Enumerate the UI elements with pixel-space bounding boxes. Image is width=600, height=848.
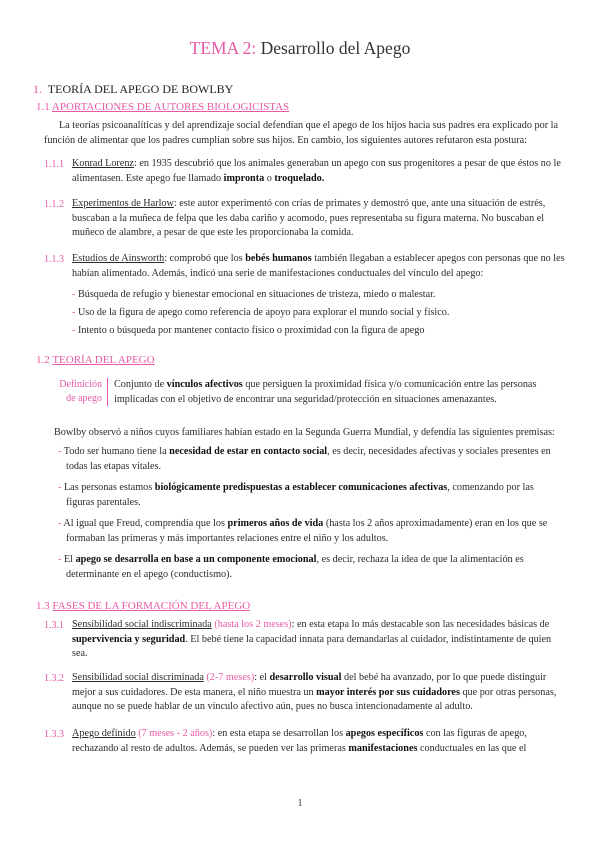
subsection-1-3-title: FASES DE LA FORMACIÓN DEL APEGO — [52, 600, 251, 612]
premise-t2: , comenzando por las figuras parentales. — [66, 482, 534, 508]
subsection-1-2-number: 1.2 — [36, 354, 50, 366]
phase-2-t2: del bebé ha avanzado, por lo que puede distinguir mejor a sus cuidadores. De esta manera, el niño muestra un — [72, 672, 547, 698]
phase-1-number: 1.3.1 — [44, 620, 64, 631]
premise-b1: apego se desarrolla en base a un componente emocional — [75, 554, 317, 565]
definition-text — [114, 378, 566, 407]
phase-2-b1: desarrollo visual — [269, 672, 342, 683]
definition-label-line-1: Definición — [59, 379, 102, 390]
premise-t2: , es decir, necesidades afectivas y sociales presentes en todas las etapas vitales. — [66, 446, 551, 472]
phase-1-age: (hasta los 2 meses) — [211, 619, 292, 630]
item-1-1-1-text — [72, 157, 562, 186]
premise-b1: biológicamente predispuestas a establecer comunicaciones afectivas — [154, 482, 448, 493]
premise-t1: El — [63, 554, 76, 565]
phase-2-name: Sensibilidad social discriminada — [72, 672, 204, 683]
premise-t2: (hasta los 2 años aproximadamente) eran en los que se formaban las primeras y más importantes relaciones entre el niño y los adultos. — [66, 518, 548, 544]
definition-t2: que persiguen la proximidad física y/o comunicación entre las personas implicadas con el objetivo de encontrar una seguridad/protección en situaciones amenazantes. — [114, 379, 537, 405]
subsection-1-2-heading — [36, 354, 155, 366]
list-item: - Todo ser humano tiene la necesidad de estar en contacto social, es decir, necesidades afectivas y sociales presentes en todas las etapas vitales. — [58, 446, 551, 472]
definition-label — [44, 378, 108, 406]
subsection-1-3-number: 1.3 — [36, 600, 50, 612]
item-1-1-2-text — [72, 197, 564, 241]
item-1-1-1-name: Konrad Lorenz — [72, 158, 134, 169]
item-1-1-1-t2: o — [264, 172, 275, 184]
list-item: - El apego se desarrolla en base a un componente emocional, es decir, rechaza la idea de que la alimentación es determinante en el apego (conductismo). — [58, 554, 524, 580]
phase-1-name: Sensibilidad social indiscriminada — [72, 619, 212, 630]
list-item: - Intento o búsqueda por mantener contacto físico o proximidad con la figura de apego — [72, 325, 425, 336]
title-text: Desarrollo del Apego — [256, 38, 411, 58]
section-1-number: 1. — [33, 82, 42, 96]
document-title — [0, 38, 600, 59]
premise-t1: Todo ser humano tiene la — [63, 446, 170, 457]
phase-1-t1: : en esta etapa lo más destacable son las necesidades básicas de — [291, 619, 550, 630]
bullet-text: Búsqueda de refugio y bienestar emocional en situaciones de tristeza, miedo o malestar. — [77, 289, 436, 300]
phase-2-b2: mayor interés por sus cuidadores — [316, 686, 460, 698]
page-number: 1 — [297, 798, 303, 809]
subsection-1-2-title: TEORÍA DEL APEGO — [52, 354, 155, 366]
phase-3-text — [72, 727, 566, 756]
definition-label-line-2: de apego — [66, 393, 102, 404]
phase-3-b2: manifestaciones — [348, 742, 418, 754]
subsection-1-3-heading — [36, 600, 250, 612]
list-item: - Búsqueda de refugio y bienestar emocional en situaciones de tristeza, miedo o malestar. — [72, 289, 436, 300]
phase-3-b1: apegos específicos — [345, 728, 424, 739]
phase-3-age: (7 meses - 2 años) — [135, 728, 213, 739]
phase-2-t3: que por otras personas, aunque no se puede hablar de un vínculo afectivo aún, pues no busca intencionadamente al adulto. — [72, 686, 557, 713]
definition-b1: vínculos afectivos — [166, 379, 243, 390]
phase-1-t2: . El bebé tiene la capacidad innata para demandarlas al cuidador, indistintamente de quien sea. — [72, 633, 552, 660]
item-1-1-2-t1: : este autor experimentó con crías de primates y demostró que, ante una situación de estrés, buscaban a la muñeca de felpa que les daba cariño y acomodo, pues representaba su figura materna. No buscaban el muñeco de alambre, a pesar de que este les proporcionaba la comida. — [72, 198, 546, 239]
list-item: - Al igual que Freud, comprendía que los primeros años de vida (hasta los 2 años aproximadamente) eran en los que se formaban las primeras y más importantes relaciones entre el niño y los adultos. — [58, 518, 548, 544]
premise-t2: , es decir, rechaza la idea de que la alimentación es determinante en el apego (conductismo). — [66, 554, 524, 580]
phase-3-t3: conductuales en las que el — [417, 742, 527, 754]
phase-3-name: Apego definido — [72, 728, 136, 739]
premise-t1: Las personas estamos — [63, 482, 155, 493]
phase-2-age: (2-7 meses) — [203, 672, 255, 683]
premise-t1: Al igual que Freud, comprendía que los — [63, 518, 228, 529]
bullet-text: Uso de la figura de apego como referencia de apoyo para explorar el mundo social y físico. — [77, 307, 450, 318]
item-1-1-1-t1: : en 1935 descubrió que los animales generaban un apego con sus progenitores a pesar de que éstos no le alimentasen. Este apego fue llamado — [72, 158, 561, 184]
item-1-1-2-name: Experimentos de Harlow — [72, 198, 174, 209]
section-1-heading — [33, 82, 233, 97]
item-1-1-3-b1: bebés humanos — [245, 253, 312, 264]
list-item: - Uso de la figura de apego como referencia de apoyo para explorar el mundo social y físico. — [72, 307, 450, 318]
phase-3-t1: : en esta etapa se desarrollan los — [212, 728, 346, 739]
subsection-1-1-title: APORTACIONES DE AUTORES BIOLOGICISTAS — [51, 101, 290, 113]
item-1-1-3-t1: : comprobó que los — [164, 253, 246, 264]
item-1-1-3-name: Estudios de Ainsworth — [72, 253, 165, 264]
subsection-1-1-number: 1.1 — [36, 101, 50, 113]
definition-t1: Conjunto de — [114, 379, 167, 390]
phase-3-t2: con las figuras de apego, rechazando al resto de adultos. Además, se pueden ver las primeras — [72, 728, 527, 754]
subsection-1-1-intro: La teorías psicoanalíticas y del aprendizaje social defendían que el apego de los hijos hacia sus padres era explicado por la función de alimentar que los padres cumplían sobre sus hijos. En cambio, los siguientes autores refutaron esta postura: — [44, 120, 558, 146]
bullet-text: Intento o búsqueda por mantener contacto físico o proximidad con la figura de apego — [77, 325, 425, 336]
section-1-title: TEORÍA DEL APEGO DE BOWLBY — [47, 82, 234, 96]
phase-1-b1: supervivencia y seguridad — [72, 633, 186, 645]
item-1-1-1-number: 1.1.1 — [44, 159, 64, 170]
premise-b1: primeros años de vida — [227, 518, 324, 529]
phase-3-number: 1.3.3 — [44, 729, 64, 740]
item-1-1-3-text — [72, 252, 566, 281]
item-1-1-3-t2: también llegaban a establecer apegos con personas que no les habían alimentado. Además, indicó una serie de manifestaciones conductuales del vínculo del apego: — [72, 253, 565, 279]
item-1-1-1-b2: troquelado. — [274, 172, 325, 184]
item-1-1-1-b1: impronta — [223, 172, 265, 184]
phase-1-text — [72, 618, 566, 662]
subsection-1-1-heading — [36, 101, 289, 113]
phase-2-number: 1.3.2 — [44, 673, 64, 684]
item-1-1-2-number: 1.1.2 — [44, 199, 64, 210]
title-prefix: TEMA 2: — [189, 38, 257, 58]
phase-2-t1: : el — [254, 672, 270, 683]
subsection-1-2-intro: Bowlby observó a niños cuyos familiares habían estado en la Segunda Guerra Mundial, y defendía las siguientes premisas: — [54, 427, 555, 438]
list-item: - Las personas estamos biológicamente predispuestas a establecer comunicaciones afectivas, comenzando por las figuras parentales. — [58, 482, 534, 508]
premise-b1: necesidad de estar en contacto social — [169, 446, 328, 457]
phase-2-text — [72, 671, 566, 715]
item-1-1-3-number: 1.1.3 — [44, 254, 64, 265]
